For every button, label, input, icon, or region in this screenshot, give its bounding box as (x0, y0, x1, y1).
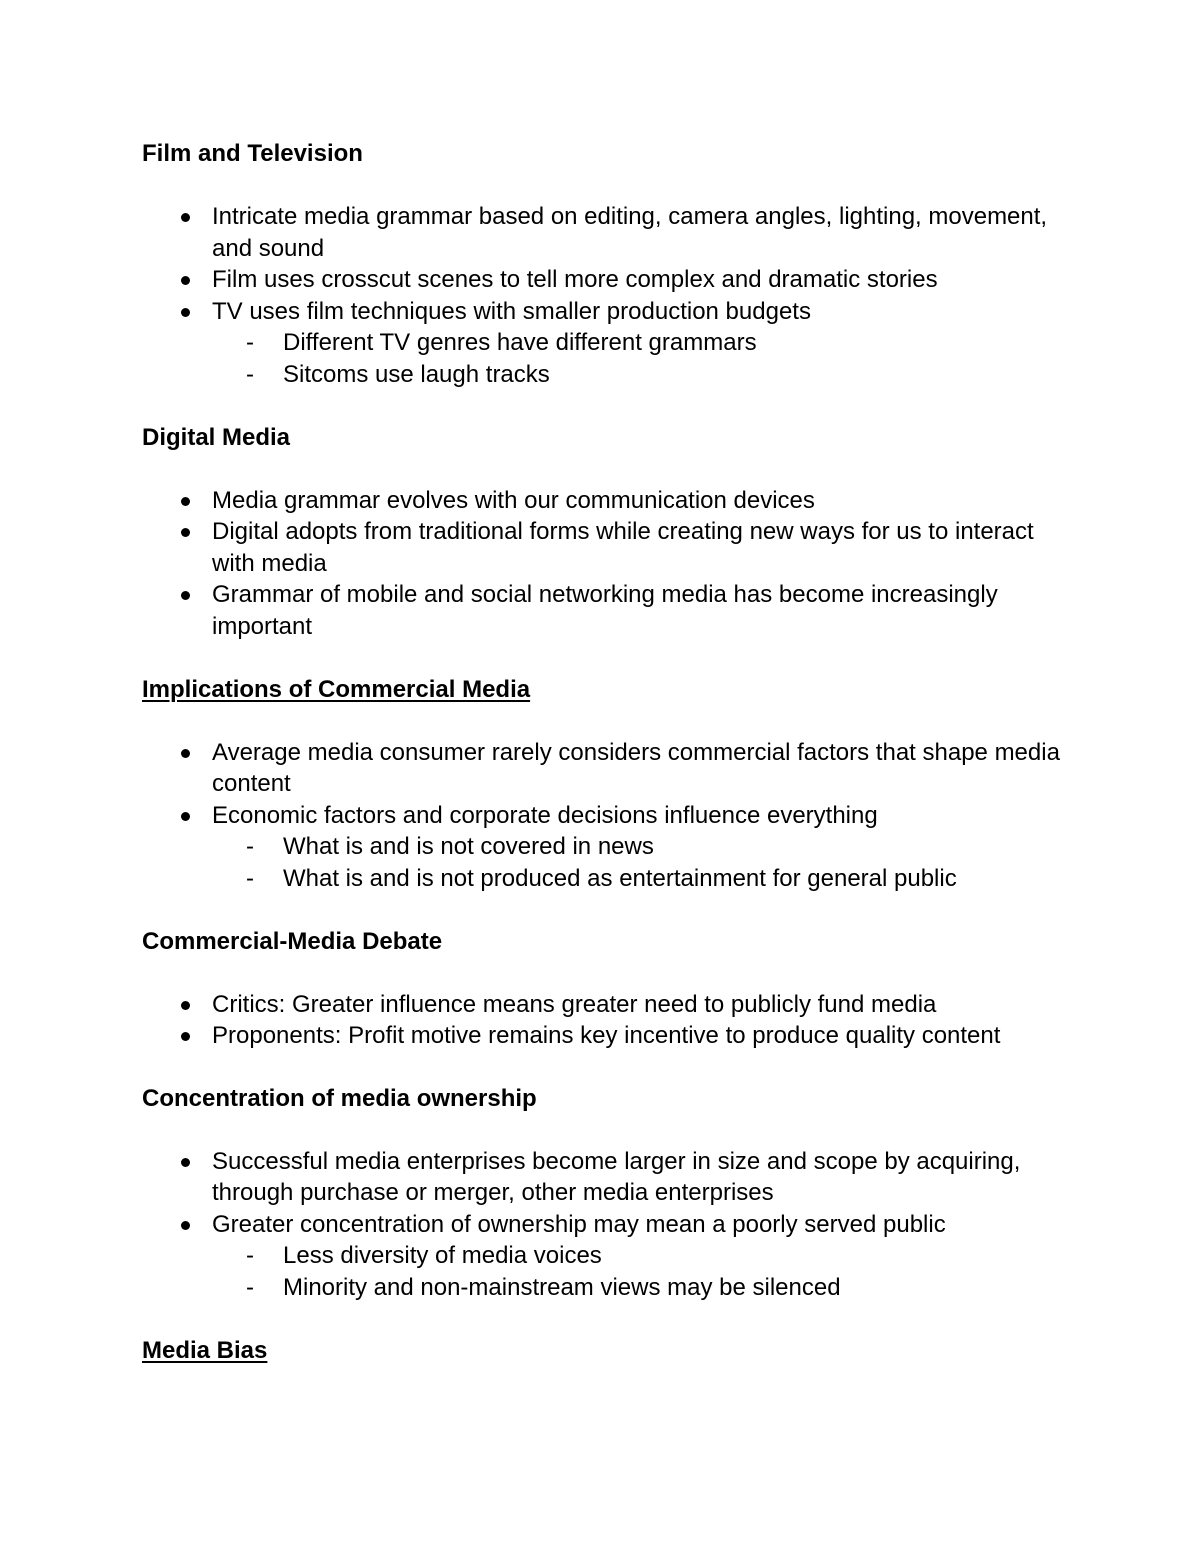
bullet-icon (181, 308, 190, 317)
section (142, 674, 1082, 926)
list-item-text: TV uses film techniques with smaller production budgets (212, 297, 811, 325)
sub-list-item (142, 327, 1082, 359)
bullet-list (142, 485, 1082, 643)
sub-list-item (142, 831, 1082, 863)
list-item-text: Greater concentration of ownership may mean a poorly served public (212, 1210, 946, 1238)
section-heading: Commercial-Media Debate (142, 927, 443, 955)
list-item-text: Proponents: Profit motive remains key incentive to produce quality content (212, 1022, 1001, 1050)
dash-bullet: - (246, 864, 254, 892)
section (142, 422, 1082, 674)
section (142, 138, 1082, 422)
sub-list-item-text: Different TV genres have different grammars (283, 329, 757, 357)
section-heading: Digital Media (142, 423, 291, 451)
spacer (142, 454, 1082, 485)
list-item-text: Critics: Greater influence means greater need to publicly fund media (212, 990, 937, 1018)
dash-bullet: - (246, 833, 254, 861)
list-item (142, 1209, 1082, 1241)
sub-list-item-text: What is and is not covered in news (283, 833, 654, 861)
spacer (142, 1052, 1082, 1083)
list-item (142, 1020, 1082, 1052)
list-item-text: Grammar of mobile and social networking media has become increasingly important (212, 581, 998, 640)
list-item-text: Successful media enterprises become larger in size and scope by acquiring, through purchase or merger, other media enterprises (212, 1147, 1021, 1207)
bullet-icon (181, 276, 190, 285)
dash-bullet: - (246, 329, 254, 357)
sub-list-item-text: Sitcoms use laugh tracks (283, 360, 550, 388)
list-item (142, 264, 1082, 296)
dash-bullet: - (246, 1242, 254, 1270)
bullet-icon (181, 1158, 190, 1167)
sub-list-item (142, 359, 1082, 391)
list-item (142, 1146, 1082, 1209)
dash-bullet: - (246, 360, 254, 388)
bullet-list (142, 201, 1082, 391)
list-item-text: Intricate media grammar based on editing, camera angles, lighting, movement, and sound (212, 203, 1048, 262)
list-item-text: Economic factors and corporate decisions influence everything (212, 801, 878, 829)
bullet-icon (181, 1001, 190, 1010)
bullet-icon (181, 812, 190, 821)
sub-list-item-text: Less diversity of media voices (283, 1242, 602, 1270)
section-heading: Film and Television (142, 140, 363, 167)
sub-list-item (142, 1272, 1082, 1304)
list-item-text: Average media consumer rarely considers commercial factors that shape media content (212, 738, 1060, 798)
section-heading: Media Bias (142, 1336, 268, 1364)
list-item (142, 485, 1082, 517)
sub-list-item (142, 1240, 1082, 1272)
list-item-text: Media grammar evolves with our communication devices (212, 486, 815, 514)
section-heading: Implications of Commercial Media (142, 675, 531, 703)
bullet-icon (181, 528, 190, 537)
list-item (142, 737, 1082, 800)
bullet-icon (181, 591, 190, 600)
bullet-list (142, 1146, 1082, 1304)
bullet-icon (181, 213, 190, 222)
bullet-icon (181, 749, 190, 758)
list-item (142, 989, 1082, 1021)
section-heading: Concentration of media ownership (142, 1084, 537, 1112)
spacer (142, 958, 1082, 989)
bullet-icon (181, 497, 190, 506)
sub-list-item (142, 863, 1082, 895)
spacer (142, 895, 1082, 926)
bullet-icon (181, 1032, 190, 1041)
list-item (142, 201, 1082, 264)
dash-bullet: - (246, 1274, 254, 1302)
spacer (142, 643, 1082, 674)
list-item (142, 579, 1082, 642)
section (142, 926, 1082, 1083)
spacer (142, 1115, 1082, 1146)
sub-list-item-text: Minority and non-mainstream views may be silenced (283, 1274, 841, 1302)
list-item (142, 800, 1082, 832)
list-item (142, 516, 1082, 579)
spacer (142, 1304, 1082, 1335)
sub-list-item-text: What is and is not produced as entertainment for general public (283, 864, 957, 892)
document-page (142, 138, 1082, 1367)
spacer (142, 170, 1082, 201)
spacer (142, 706, 1082, 737)
bullet-icon (181, 1221, 190, 1230)
spacer (142, 391, 1082, 422)
list-item (142, 296, 1082, 328)
list-item-text: Film uses crosscut scenes to tell more complex and dramatic stories (212, 266, 938, 294)
section (142, 1083, 1082, 1335)
bullet-list (142, 737, 1082, 895)
list-item-text: Digital adopts from traditional forms while creating new ways for us to interact with media (212, 518, 1034, 577)
bullet-list (142, 989, 1082, 1052)
section (142, 1335, 1082, 1367)
